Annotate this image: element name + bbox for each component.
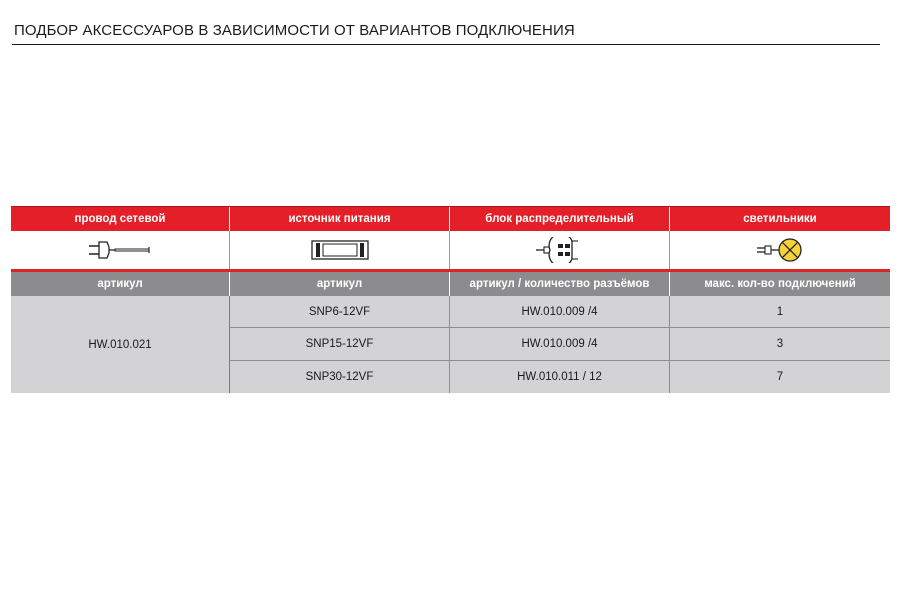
accessories-table — [11, 206, 890, 393]
max-connections: 1 — [776, 305, 784, 318]
page-title: ПОДБОР АКСЕССУАРОВ В ЗАВИСИМОСТИ ОТ ВАРИАНТОВ ПОДКЛЮЧЕНИЯ — [14, 22, 575, 39]
col-header-max-connections: макс. кол-во подключений — [704, 278, 856, 290]
psu-article: SNP30-12VF — [230, 361, 450, 393]
max-connections: 7 — [776, 370, 784, 383]
psu-article: SNP15-12VF — [230, 328, 450, 359]
category-luminaires: светильники — [743, 213, 817, 225]
category-header-row — [11, 206, 890, 231]
power-plug-icon — [87, 239, 153, 261]
table-row — [230, 328, 890, 360]
col-header-cable-article: артикул — [11, 272, 230, 296]
cable-article-cell: HW.010.021 — [11, 296, 230, 393]
col-header-block-article: артикул / количество разъёмов — [450, 272, 670, 296]
power-supply-icon — [310, 237, 370, 263]
icon-cell-block — [450, 231, 670, 269]
distribution-block-icon — [534, 237, 586, 263]
icon-row — [11, 231, 890, 272]
icon-cell-psu — [230, 231, 450, 269]
column-header-row — [11, 272, 890, 296]
psu-article: SNP6-12VF — [230, 296, 450, 327]
category-distribution-block: блок распределительный — [450, 207, 670, 231]
icon-cell-cable — [11, 231, 230, 269]
category-power-cable: провод сетевой — [11, 207, 230, 231]
title-divider — [12, 44, 880, 45]
block-article: HW.010.011 / 12 — [450, 361, 670, 393]
max-connections: 3 — [776, 338, 784, 351]
block-article: HW.010.009 /4 — [450, 296, 670, 327]
table-row — [230, 296, 890, 328]
icon-cell-lamp — [670, 231, 890, 269]
block-article: HW.010.009 /4 — [450, 328, 670, 359]
category-power-supply: источник питания — [230, 207, 450, 231]
table-row — [230, 361, 890, 393]
lamp-icon — [755, 236, 805, 264]
table-body — [11, 296, 890, 393]
col-header-psu-article: артикул — [230, 272, 450, 296]
